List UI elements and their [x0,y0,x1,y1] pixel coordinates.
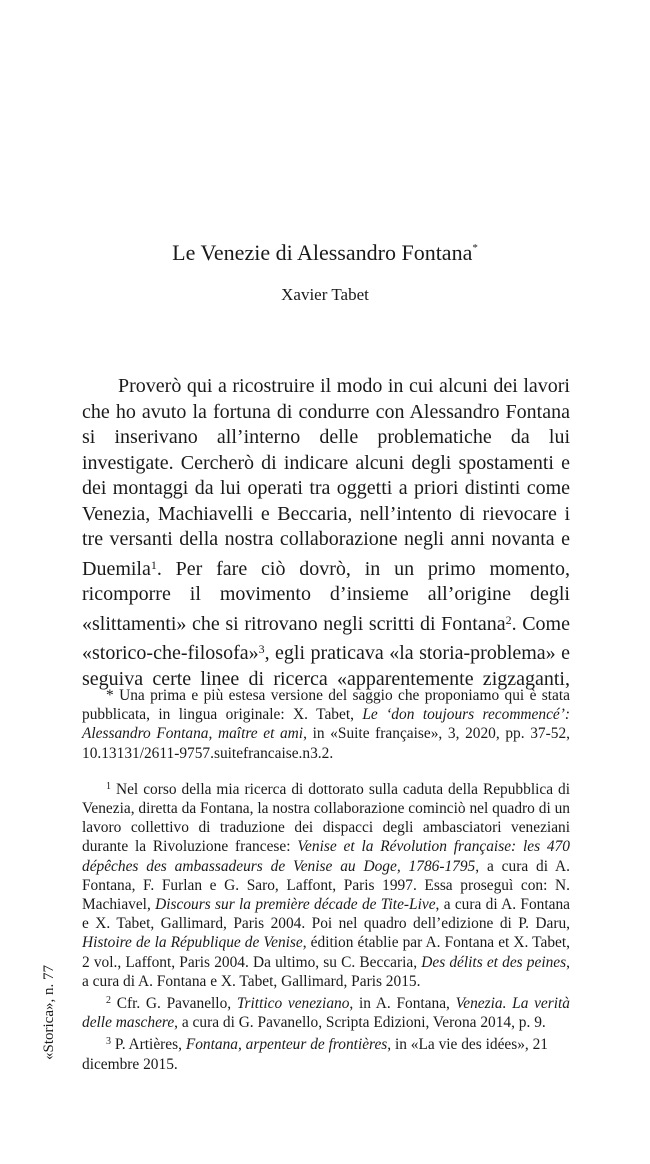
title-footnote-mark: * [472,242,478,254]
footnote-2 [82,991,570,1032]
footnote-star-text-b: , in «Suite française», 3, 2020, pp. 37-52, 10.13131/2611-9757.suitefrancaise.n3.2. [82,725,570,762]
footnote-2-mark: 2 [106,995,111,1007]
footnote-1-title-3: Histoire de la République de Venise [82,934,303,952]
body-text-middle-1: . Per fare ciò dovrò, in un primo momento, ricomporre il movimento d’insieme all’origine degli «slittamenti» che si ritrovano negli scritti di Fontana [82,557,570,635]
article-title-text: Le Venezie di Alessandro Fontana [172,240,473,265]
footnote-3-mark: 3 [106,1036,111,1048]
footnote-1-mark: 1 [106,780,111,792]
footnote-2-title-1: Trittico veneziano [236,995,350,1013]
footnote-3-text-a: P. Artières, [111,1036,186,1054]
footnotes [82,686,570,1074]
body-paragraph [82,374,570,692]
footnote-1-title-4: Des délits et des peines [421,953,567,971]
footnote-1-title-2: Discours sur la première décade de Tite-Live [155,896,436,914]
footnote-ref-3[interactable]: 3 [258,642,265,656]
footnote-3 [82,1032,570,1073]
body-text-end: , egli praticava «la storia-problema» e seguiva certe linee di ricerca «apparentemente zigzaganti, [82,642,570,690]
footnote-3-text-b: , in «La vie des idées», 21 dicembre 2015. [82,1036,549,1073]
footnote-1-text-d: , édition établie par A. Fontana et X. Tabet, 2 vol., Laffont, Paris 2004. Da ultimo, su C. Beccaria, [82,934,570,971]
body-text [82,374,570,692]
body-text-start: Proverò qui a ricostruire il modo in cui alcuni dei lavori che ho avuto la fortuna di condurre con Alessandro Fontana si inserivano all’interno delle problematiche da lui investigate. Cercherò di indicare alcuni degli spostamenti e dei montaggi da lui operati tra oggetti a priori distinti come Venezia, Machiavelli e Beccaria, nell’intento di rievocare i tre versanti della nostra collaborazione negli anni novanta e Duemila [82,375,570,580]
article-author: Xavier Tabet [281,285,369,304]
footnote-2-text-c: , a cura di G. Pavanello, Scripta Edizioni, Verona 2014, p. 9. [174,1014,546,1032]
footnote-1-title-1: Venise et la Révolution française: les 470 dépêches des ambassadeurs de Venise au Doge, 1786-1795 [82,838,570,875]
footnote-ref-1[interactable]: 1 [150,557,157,572]
footnote-star [82,686,570,763]
footnote-2-text-a: Cfr. G. Pavanello, [111,995,237,1013]
footnote-1-text-e: , a cura di A. Fontana e X. Tabet, Gallimard, Paris 2015. [82,953,570,990]
footnote-2-title-2: Venezia. La verità delle maschere [82,995,570,1032]
footnote-3-title-1: Fontana, arpenteur de frontières [185,1036,388,1054]
footnote-star-mark: * [106,687,114,704]
footnote-1-text-c: , a cura di A. Fontana e X. Tabet, Gallimard, Paris 2004. Poi nel quadro dell’edizione di P. Daru, [82,896,570,933]
footnote-1-text-b: , a cura di A. Fontana, F. Furlan e G. Saro, Laffont, Paris 1997. Essa proseguì con: N. Machiavel, [82,857,571,914]
footnote-1-text-a: Nel corso della mia ricerca di dottorato sulla caduta della Repubblica di Venezia, diretta da Fontana, la nostra collaborazione cominciò nel quadro di un lavoro collettivo di traduzione dei dispacci degli ambasciatori veneziani durante la Rivoluzione francese: [82,780,570,856]
footnote-star-title: Le ‘don toujours recommencé’: Alessandro Fontana, maître et ami [82,706,570,743]
footnote-1 [82,777,570,991]
footnote-ref-2[interactable]: 2 [505,612,512,627]
body-text-middle-2: . Come «storico-che-filosofa» [82,612,570,664]
footnote-2-text-b: , in A. Fontana, [349,995,456,1013]
footnote-star-text-a: Una prima e più estesa versione del saggio che proponiamo qui è stata pubblicata, in lingua originale: X. Tabet, [82,687,570,724]
article-title [0,233,650,268]
journal-folio: «Storica», n. 77 [41,965,57,1060]
